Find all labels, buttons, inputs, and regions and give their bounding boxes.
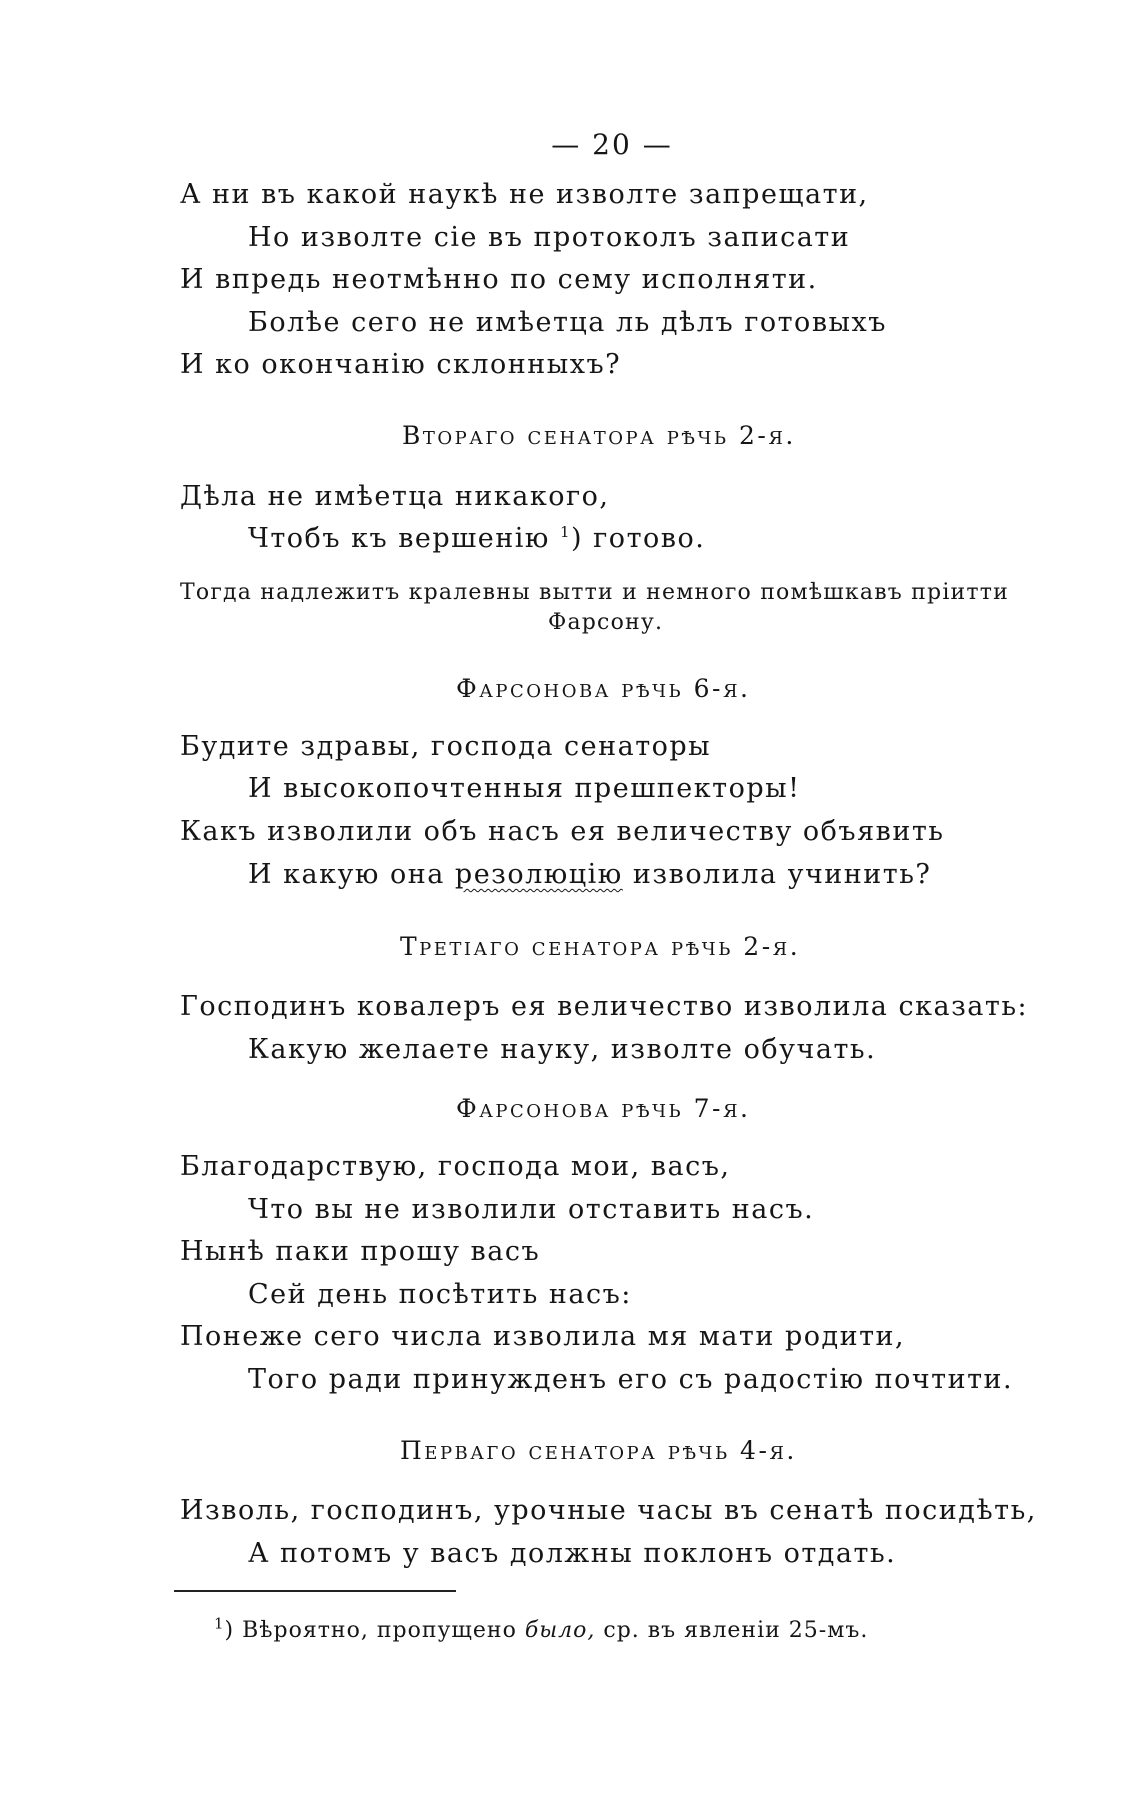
- verse-line: Сей день посѣтить насъ:: [248, 1279, 632, 1310]
- verse-line: Но изволте сіе въ протоколъ записати: [248, 222, 851, 253]
- footnote: [214, 1616, 868, 1646]
- verse-line: А потомъ у васъ должны поклонъ отдать.: [248, 1538, 897, 1569]
- verse-line: [248, 858, 931, 892]
- footnote-text: ) Вѣроятно, пропущено: [224, 1618, 517, 1643]
- page-number: — 20 —: [551, 128, 673, 161]
- underlined-word: резолюцію: [454, 859, 623, 890]
- verse-line: Благодарствую, господа мои, васъ,: [180, 1151, 731, 1182]
- verse-line: И впредь неотмѣнно по сему исполняти.: [180, 264, 818, 295]
- speaker-heading: Перваго сенатора рѣчь 4-я.: [400, 1436, 797, 1465]
- verse-text: Чтобъ къ вершенію: [248, 523, 550, 554]
- footnote-divider: [174, 1590, 456, 1592]
- verse-line: И ко окончанію склонныхъ?: [180, 349, 622, 380]
- verse-text: ) готово.: [571, 523, 706, 554]
- speaker-heading: Втораго сенатора рѣчь 2-я.: [402, 421, 796, 450]
- verse-line: Дѣла не имѣетца никакого,: [180, 481, 610, 512]
- footnote-italic: было,: [524, 1618, 596, 1643]
- stage-direction: Фарсону.: [548, 610, 664, 635]
- verse-text: изволила учинить?: [632, 859, 932, 890]
- verse-line: Какъ изволили объ насъ ея величеству объявить: [180, 816, 945, 847]
- verse-text: И какую она: [248, 859, 445, 890]
- footnote-ref: 1: [560, 523, 572, 541]
- verse-line: Нынѣ паки прошу васъ: [180, 1236, 541, 1267]
- verse-line: Того ради принужденъ его съ радостію почтити.: [248, 1364, 1014, 1395]
- speaker-heading: Фарсонова рѣчь 7-я.: [456, 1094, 751, 1123]
- verse-line: И высокопочтенныя прешпекторы!: [248, 773, 801, 804]
- speaker-heading: Третіаго сенатора рѣчь 2-я.: [400, 932, 801, 961]
- verse-line: [248, 522, 705, 556]
- verse-line: Болѣе сего не имѣетца ль дѣлъ готовыхъ: [248, 307, 887, 338]
- speaker-heading: Фарсонова рѣчь 6-я.: [456, 674, 751, 703]
- verse-line: Какую желаете науку, изволте обучать.: [248, 1034, 877, 1065]
- verse-line: Господинъ ковалеръ ея величество изволила сказать:: [180, 991, 1029, 1022]
- verse-line: Что вы не изволили отставить насъ.: [248, 1194, 815, 1225]
- footnote-text: ср. въ явленіи 25-мъ.: [603, 1618, 869, 1643]
- verse-line: Будите здравы, господа сенаторы: [180, 731, 712, 762]
- verse-line: Изволь, господинъ, урочные часы въ сенатѣ посидѣть,: [180, 1495, 1037, 1526]
- verse-line: А ни въ какой наукѣ не изволте запрещати,: [180, 179, 869, 210]
- footnote-marker: 1: [214, 1614, 225, 1633]
- stage-direction: Тогда надлежитъ кралевны вытти и немного помѣшкавъ пріитти: [180, 580, 1010, 605]
- verse-line: Понеже сего числа изволила мя мати родити,: [180, 1321, 906, 1352]
